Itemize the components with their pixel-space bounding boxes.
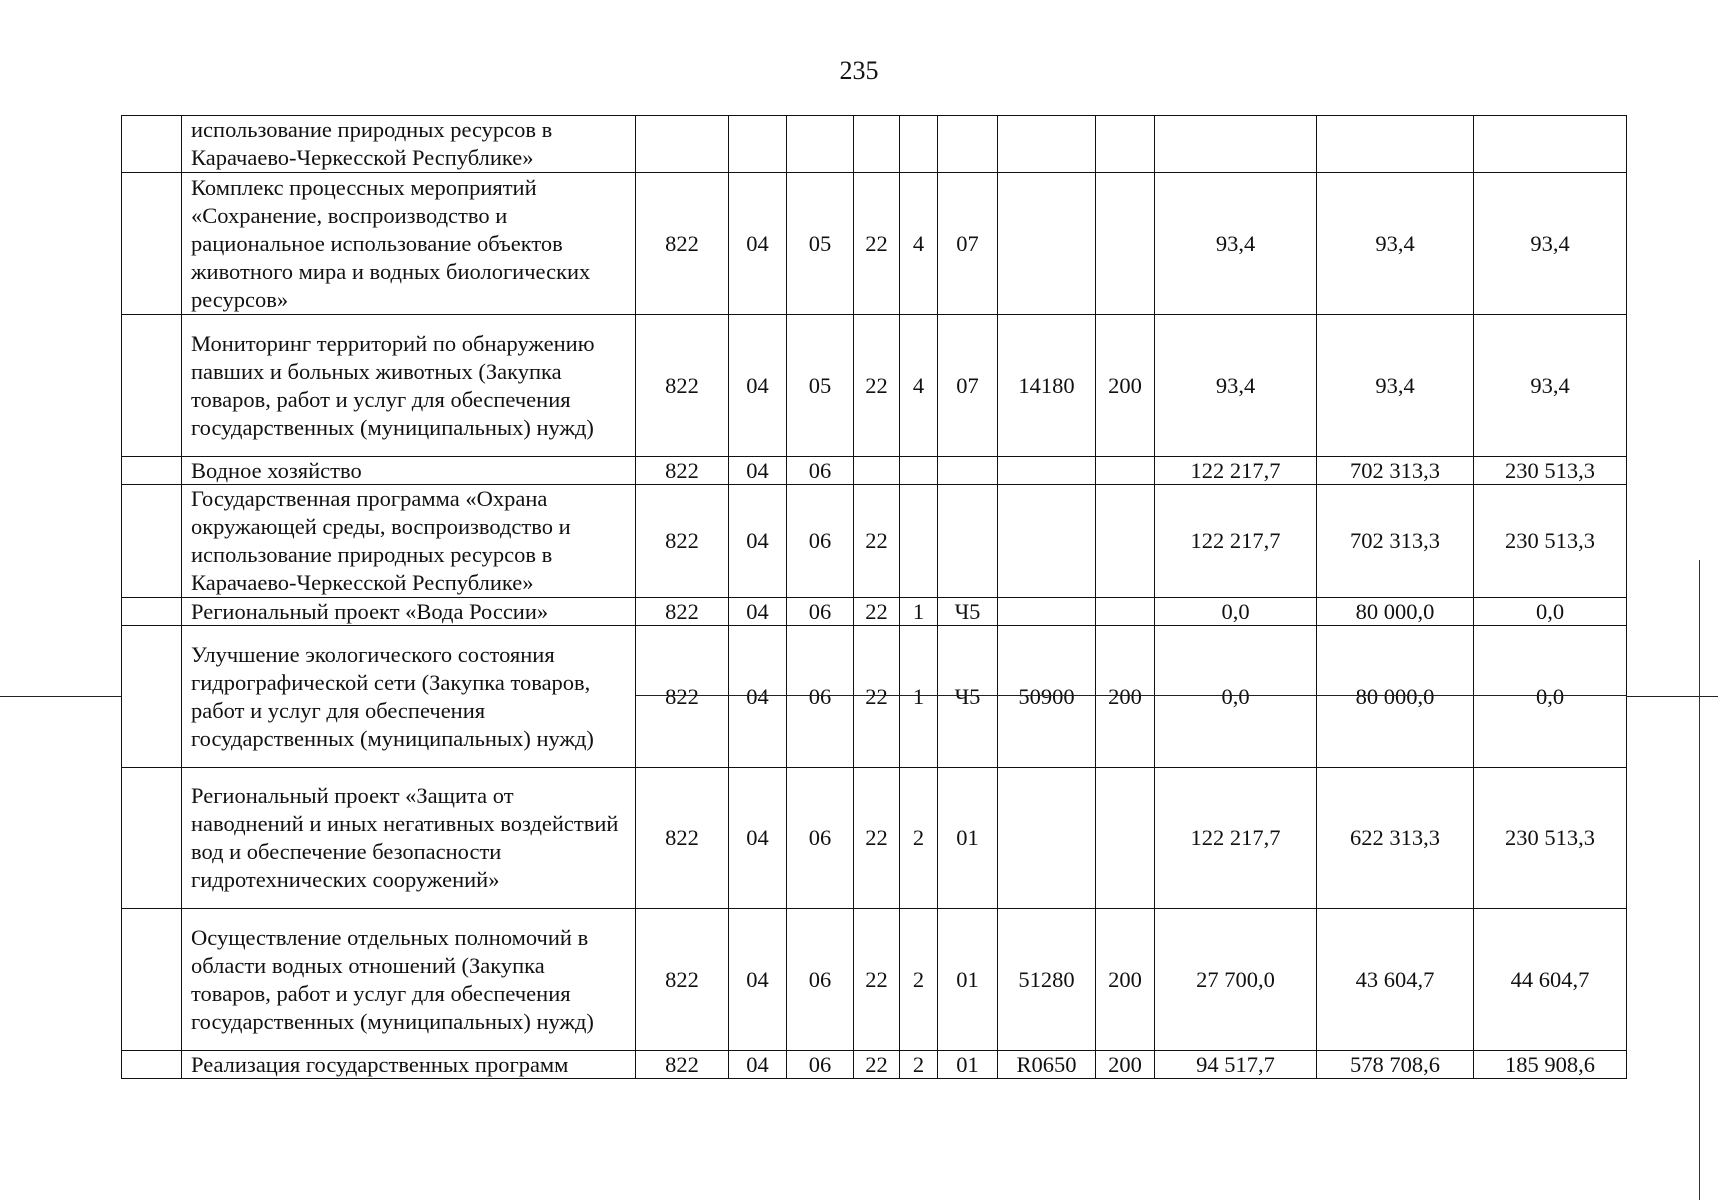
direction-code-cell [998, 116, 1096, 173]
activity-code-cell: 07 [938, 173, 998, 315]
amount-year3-cell: 44 604,7 [1474, 909, 1627, 1051]
description-cell: Реализация государственных программ [182, 1051, 636, 1079]
description-cell: Улучшение экологического состояния гидрографической сети (Закупка товаров, работ и услуг для обеспечения государственных (муниципальных) нужд) [182, 626, 636, 768]
amount-year3-cell: 230 513,3 [1474, 457, 1627, 485]
subprogram-code-cell: 2 [900, 768, 938, 909]
program-code-cell: 22 [854, 598, 900, 626]
amount-year1-cell [1155, 116, 1317, 173]
description-cell: Государственная программа «Охрана окружающей среды, воспроизводство и использование природных ресурсов в Карачаево-Черкесской Республике» [182, 485, 636, 598]
budget-table [121, 115, 1627, 1079]
amount-year1-cell: 122 217,7 [1155, 768, 1317, 909]
direction-code-cell: R0650 [998, 1051, 1096, 1079]
activity-code-cell: Ч5 [938, 598, 998, 626]
description-cell: Комплекс процессных мероприятий «Сохранение, воспроизводство и рациональное использование объектов животного мира и водных биологических ресурсов» [182, 173, 636, 315]
amount-year2-cell: 702 313,3 [1317, 457, 1474, 485]
subsection-code-cell: 05 [787, 173, 854, 315]
amount-year2-cell: 578 708,6 [1317, 1051, 1474, 1079]
row-marker-cell [122, 173, 182, 315]
amount-year1-cell: 122 217,7 [1155, 457, 1317, 485]
expense-type-cell [1096, 768, 1155, 909]
table-row [122, 598, 1627, 626]
expense-type-cell [1096, 173, 1155, 315]
direction-code-cell [998, 457, 1096, 485]
amount-year2-cell: 80 000,0 [1317, 598, 1474, 626]
table-row [122, 909, 1627, 1051]
row-marker-cell [122, 626, 182, 768]
description-cell: Осуществление отдельных полномочий в области водных отношений (Закупка товаров, работ и услуг для обеспечения государственных (муниципальных) нужд) [182, 909, 636, 1051]
amount-year1-cell: 27 700,0 [1155, 909, 1317, 1051]
ministry-code-cell [636, 116, 729, 173]
subsection-code-cell: 06 [787, 485, 854, 598]
activity-code-cell [938, 457, 998, 485]
section-code-cell: 04 [729, 485, 787, 598]
expense-type-cell: 200 [1096, 1051, 1155, 1079]
subprogram-code-cell [900, 457, 938, 485]
amount-year3-cell: 230 513,3 [1474, 768, 1627, 909]
direction-code-cell: 51280 [998, 909, 1096, 1051]
ministry-code-cell: 822 [636, 626, 729, 768]
activity-code-cell [938, 116, 998, 173]
description-cell: Мониторинг территорий по обнаружению павших и больных животных (Закупка товаров, работ и услуг для обеспечения государственных (муниципальных) нужд) [182, 315, 636, 457]
program-code-cell [854, 457, 900, 485]
table-row [122, 457, 1627, 485]
subsection-code-cell: 06 [787, 598, 854, 626]
table-row [122, 1051, 1627, 1079]
expense-type-cell [1096, 457, 1155, 485]
subprogram-code-cell [900, 485, 938, 598]
expense-type-cell [1096, 116, 1155, 173]
page-edge-line [1699, 560, 1700, 1200]
expense-type-cell: 200 [1096, 909, 1155, 1051]
program-code-cell: 22 [854, 768, 900, 909]
table-row [122, 485, 1627, 598]
ministry-code-cell: 822 [636, 1051, 729, 1079]
table-row [122, 173, 1627, 315]
section-code-cell: 04 [729, 173, 787, 315]
activity-code-cell: 07 [938, 315, 998, 457]
row-marker-cell [122, 116, 182, 173]
ministry-code-cell: 822 [636, 315, 729, 457]
program-code-cell [854, 116, 900, 173]
activity-code-cell: Ч5 [938, 626, 998, 768]
section-code-cell [729, 116, 787, 173]
row-marker-cell [122, 768, 182, 909]
subsection-code-cell: 05 [787, 315, 854, 457]
subsection-code-cell: 06 [787, 909, 854, 1051]
program-code-cell: 22 [854, 173, 900, 315]
row-marker-cell [122, 909, 182, 1051]
description-cell: Региональный проект «Защита от наводнений и иных негативных воздействий вод и обеспечение безопасности гидротехнических сооружений» [182, 768, 636, 909]
fold-line-through-row [636, 695, 1626, 696]
direction-code-cell [998, 485, 1096, 598]
fold-line-left [0, 696, 121, 697]
ministry-code-cell: 822 [636, 173, 729, 315]
subsection-code-cell: 06 [787, 457, 854, 485]
section-code-cell: 04 [729, 626, 787, 768]
amount-year2-cell: 80 000,0 [1317, 626, 1474, 768]
subsection-code-cell: 06 [787, 1051, 854, 1079]
direction-code-cell [998, 598, 1096, 626]
row-marker-cell [122, 1051, 182, 1079]
activity-code-cell: 01 [938, 1051, 998, 1079]
program-code-cell: 22 [854, 315, 900, 457]
amount-year3-cell: 0,0 [1474, 626, 1627, 768]
direction-code-cell [998, 768, 1096, 909]
direction-code-cell [998, 173, 1096, 315]
fold-line-right [1626, 696, 1718, 697]
expense-type-cell [1096, 598, 1155, 626]
ministry-code-cell: 822 [636, 598, 729, 626]
subsection-code-cell [787, 116, 854, 173]
amount-year3-cell: 230 513,3 [1474, 485, 1627, 598]
description-cell: Водное хозяйство [182, 457, 636, 485]
page-number: 235 [839, 56, 879, 85]
amount-year2-cell: 622 313,3 [1317, 768, 1474, 909]
subsection-code-cell: 06 [787, 768, 854, 909]
subsection-code-cell: 06 [787, 626, 854, 768]
table-row [122, 626, 1627, 768]
amount-year2-cell: 93,4 [1317, 315, 1474, 457]
amount-year1-cell: 122 217,7 [1155, 485, 1317, 598]
direction-code-cell: 14180 [998, 315, 1096, 457]
program-code-cell: 22 [854, 909, 900, 1051]
amount-year3-cell: 93,4 [1474, 173, 1627, 315]
amount-year3-cell [1474, 116, 1627, 173]
section-code-cell: 04 [729, 909, 787, 1051]
amount-year1-cell: 93,4 [1155, 315, 1317, 457]
subprogram-code-cell: 4 [900, 173, 938, 315]
activity-code-cell: 01 [938, 909, 998, 1051]
direction-code-cell: 50900 [998, 626, 1096, 768]
amount-year2-cell [1317, 116, 1474, 173]
subprogram-code-cell: 4 [900, 315, 938, 457]
row-marker-cell [122, 315, 182, 457]
table-row [122, 116, 1627, 173]
amount-year1-cell: 0,0 [1155, 626, 1317, 768]
amount-year2-cell: 702 313,3 [1317, 485, 1474, 598]
expense-type-cell [1096, 485, 1155, 598]
expense-type-cell: 200 [1096, 626, 1155, 768]
ministry-code-cell: 822 [636, 457, 729, 485]
amount-year1-cell: 94 517,7 [1155, 1051, 1317, 1079]
activity-code-cell: 01 [938, 768, 998, 909]
amount-year2-cell: 93,4 [1317, 173, 1474, 315]
amount-year3-cell: 0,0 [1474, 598, 1627, 626]
section-code-cell: 04 [729, 457, 787, 485]
program-code-cell: 22 [854, 626, 900, 768]
activity-code-cell [938, 485, 998, 598]
ministry-code-cell: 822 [636, 485, 729, 598]
section-code-cell: 04 [729, 315, 787, 457]
ministry-code-cell: 822 [636, 768, 729, 909]
ministry-code-cell: 822 [636, 909, 729, 1051]
subprogram-code-cell: 1 [900, 626, 938, 768]
expense-type-cell: 200 [1096, 315, 1155, 457]
section-code-cell: 04 [729, 598, 787, 626]
amount-year2-cell: 43 604,7 [1317, 909, 1474, 1051]
subprogram-code-cell [900, 116, 938, 173]
table-row [122, 315, 1627, 457]
amount-year1-cell: 0,0 [1155, 598, 1317, 626]
amount-year1-cell: 93,4 [1155, 173, 1317, 315]
subprogram-code-cell: 1 [900, 598, 938, 626]
table-row [122, 768, 1627, 909]
subprogram-code-cell: 2 [900, 909, 938, 1051]
section-code-cell: 04 [729, 1051, 787, 1079]
amount-year3-cell: 185 908,6 [1474, 1051, 1627, 1079]
subprogram-code-cell: 2 [900, 1051, 938, 1079]
row-marker-cell [122, 457, 182, 485]
program-code-cell: 22 [854, 485, 900, 598]
description-cell: Региональный проект «Вода России» [182, 598, 636, 626]
program-code-cell: 22 [854, 1051, 900, 1079]
row-marker-cell [122, 485, 182, 598]
row-marker-cell [122, 598, 182, 626]
description-cell: использование природных ресурсов в Карачаево-Черкесской Республике» [182, 116, 636, 173]
section-code-cell: 04 [729, 768, 787, 909]
amount-year3-cell: 93,4 [1474, 315, 1627, 457]
